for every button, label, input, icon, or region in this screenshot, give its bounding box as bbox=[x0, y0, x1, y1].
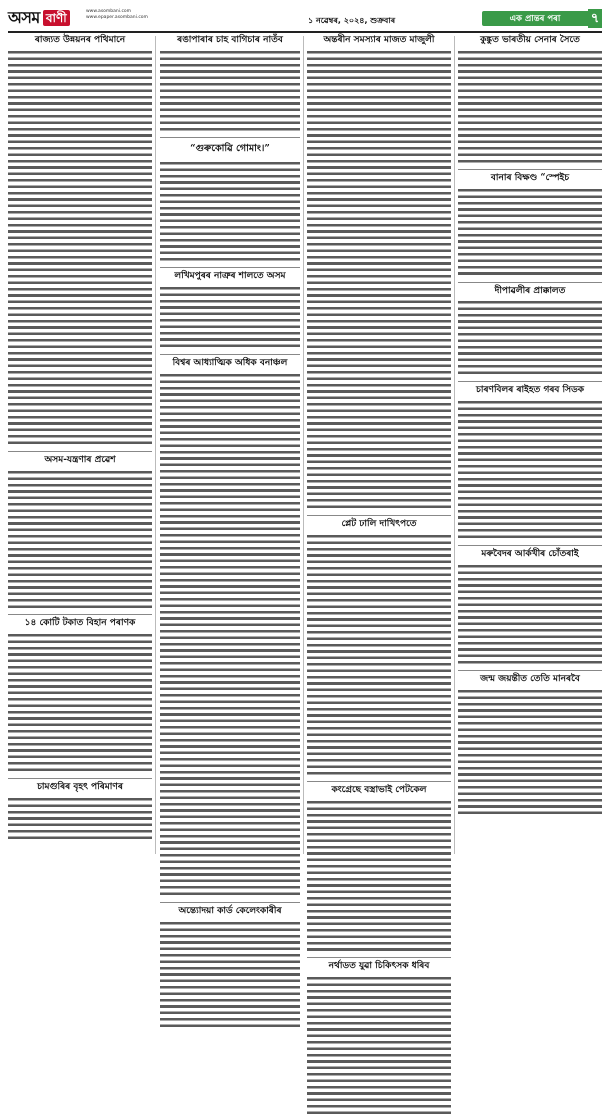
article-headline[interactable]: চামগুৰিৰ বৃহৎ পৰিমাণৰ bbox=[37, 782, 123, 793]
article bbox=[307, 781, 451, 952]
article-body bbox=[458, 563, 602, 665]
article-separator bbox=[8, 614, 152, 615]
masthead bbox=[8, 6, 602, 32]
article bbox=[307, 957, 451, 1116]
logo-badge: বাণী bbox=[43, 10, 70, 26]
article-headline[interactable]: প্লেট ঢালি দাখিৎপতে bbox=[341, 518, 417, 529]
article bbox=[458, 36, 602, 164]
article bbox=[8, 778, 152, 841]
column-divider bbox=[303, 36, 304, 854]
article bbox=[160, 137, 300, 262]
article-separator bbox=[160, 902, 300, 903]
newspaper-logo[interactable] bbox=[8, 8, 70, 28]
epaper-url[interactable]: www.epaper.asombani.com bbox=[86, 15, 148, 20]
article-body bbox=[8, 49, 152, 446]
article-body bbox=[8, 796, 152, 841]
article-headline[interactable]: লখিমপুৰৰ নাত্ৰুৰ শালতে অসম bbox=[174, 271, 286, 282]
article-separator bbox=[160, 354, 300, 355]
article-body bbox=[307, 975, 451, 1116]
article-body bbox=[458, 688, 602, 816]
article-separator bbox=[458, 282, 602, 283]
article-headline[interactable]: নৰ্থাডত যুৱা চিকিৎসক ধৰিব bbox=[328, 961, 430, 972]
site-url[interactable]: www.asombani.com bbox=[86, 9, 132, 14]
article-headline[interactable]: “গুৰুকোৱি গোমাং।” bbox=[190, 143, 270, 155]
article-headline[interactable]: বানাৰ বিক্ষণ্ড “স্পেইচ bbox=[490, 173, 570, 184]
article-separator bbox=[160, 267, 300, 268]
article-headline[interactable]: বিশ্বৰ আধ্যাত্মিক অধিক বনাঞ্চল bbox=[172, 358, 288, 369]
article-body bbox=[458, 49, 602, 164]
article-separator bbox=[458, 381, 602, 382]
article-body bbox=[307, 799, 451, 953]
article-headline[interactable]: কুঙ্কুত ভাৰতীয় সেনাৰ সৈতে bbox=[480, 35, 580, 45]
article-separator bbox=[160, 137, 300, 138]
article-headline[interactable]: জন্ম জয়ন্তীত তেতি মানৰবৈ bbox=[480, 674, 580, 685]
article bbox=[307, 36, 451, 510]
article-separator bbox=[458, 545, 602, 546]
article bbox=[8, 451, 152, 610]
article-separator bbox=[458, 169, 602, 170]
article-body bbox=[160, 160, 300, 262]
article-body bbox=[307, 49, 451, 510]
logo-text: অসম bbox=[8, 7, 40, 27]
article bbox=[458, 381, 602, 540]
article bbox=[458, 282, 602, 377]
article-headline[interactable]: মৰুবৈদৰ আৰ্কখীৰ চোঁতৰাই bbox=[481, 548, 579, 559]
article-headline[interactable]: দীপাৱলীৰ প্ৰাক্কালত bbox=[494, 285, 566, 296]
article-headline[interactable]: ১৪ কোটি টকাত বিহান পৰাণক bbox=[24, 618, 136, 629]
article bbox=[160, 267, 300, 349]
article-body bbox=[458, 187, 602, 277]
column-3 bbox=[307, 35, 451, 972]
column-2 bbox=[160, 35, 300, 917]
article-separator bbox=[458, 670, 602, 671]
article-body bbox=[8, 469, 152, 610]
article bbox=[458, 169, 602, 276]
article-headline[interactable]: ৰাজ্যত উন্নয়নৰ পথিমানে bbox=[34, 35, 126, 45]
article bbox=[8, 614, 152, 773]
article-body bbox=[458, 399, 602, 540]
article-separator bbox=[307, 515, 451, 516]
website-links bbox=[86, 9, 148, 21]
article-body bbox=[160, 285, 300, 349]
article-separator bbox=[8, 451, 152, 452]
column-divider bbox=[155, 36, 156, 854]
article-headline[interactable]: অন্ত্যোদয়া কাৰ্ড কেলেংকাৰীৰ bbox=[178, 906, 282, 917]
article bbox=[307, 515, 451, 776]
article-headline[interactable]: চাৰণবিলৰ ৰাইহত গৰব সিডক bbox=[476, 385, 584, 396]
article-body bbox=[458, 299, 602, 376]
article bbox=[458, 670, 602, 816]
article-separator bbox=[8, 778, 152, 779]
article bbox=[160, 36, 300, 132]
header-rule bbox=[8, 31, 602, 33]
article-headline[interactable]: অন্তৰীন সমস্যাৰ মাজত মাজুলী bbox=[323, 35, 435, 45]
article-headline[interactable]: অসম-যন্ত্ৰণাৰ প্ৰৱেশ bbox=[44, 454, 116, 465]
article bbox=[458, 545, 602, 665]
article-body bbox=[160, 49, 300, 132]
article bbox=[160, 354, 300, 897]
column-divider bbox=[454, 36, 455, 854]
column-4 bbox=[458, 36, 602, 854]
section-label: এক প্ৰান্তৰ পৰা bbox=[482, 11, 588, 26]
article-body bbox=[307, 533, 451, 776]
page-number: ৭ bbox=[588, 9, 602, 28]
article-separator bbox=[307, 781, 451, 782]
article-headline[interactable]: ৰঙাপাৰাৰ চাহ বাগিচাৰ নাতঁব bbox=[177, 35, 283, 45]
article-body bbox=[160, 372, 300, 897]
article bbox=[160, 902, 300, 1029]
article-separator bbox=[307, 957, 451, 958]
article bbox=[8, 36, 152, 446]
article-body bbox=[8, 632, 152, 773]
article-body bbox=[160, 920, 300, 1029]
column-1 bbox=[8, 36, 152, 854]
article-headline[interactable]: কংগ্ৰেছে বস্ত্ৰাভাই পেটকেল bbox=[331, 784, 427, 795]
dateline: ১ নৱেম্বৰ, ২০২৪, শুক্ৰবাৰ bbox=[308, 16, 396, 25]
